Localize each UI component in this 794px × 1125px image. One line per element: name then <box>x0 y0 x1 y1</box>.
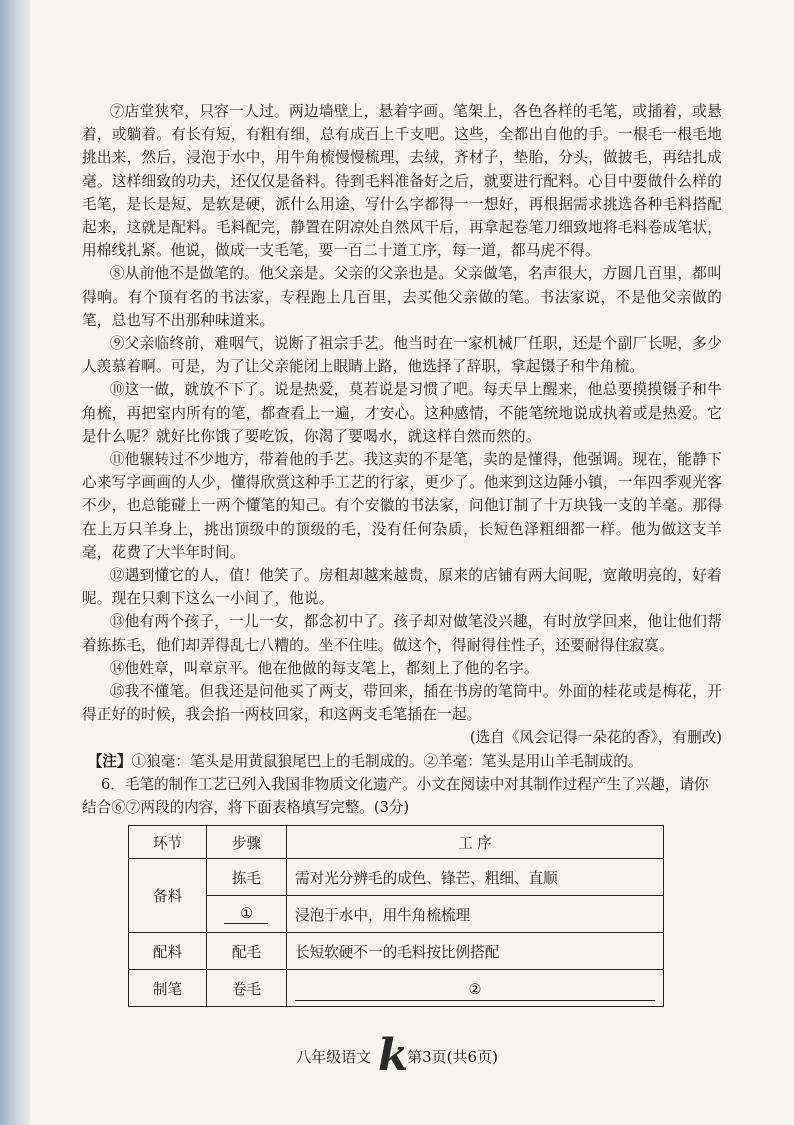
paragraph-7: ⑦店堂狭窄，只容一人过。两边墙壁上，悬着字画。笔架上，各色各样的毛笔，或插着，或悬着，或躺着。有长有短，有粗有细，总有成百上千支吧。这些，全都出自他的手。一根毛一根毛地挑出来，然后，浸泡于水中，用牛角梳慢慢梳理，去绒，齐材子，垫胎，分头，做披毛，再结扎成毫。这样细致的功夫，还仅仅是备料。待到毛料准备好之后，就要进行配料。心目中要做什么样的毛笔，是长是短、是软是硬，派什么用途、写什么字都得一一想好，再根据需求挑选各种毛料搭配起来，这就是配料。毛料配完，静置在阴凉处自然风干后，再拿起卷笔刀细致地将毛料卷成笔状，用棉线扎紧。他说，做成一支毛笔，要一百二十道工序，每一道，都马虎不得。 <box>82 103 722 260</box>
footer-page-number: 第3页(共6页) <box>407 1048 498 1066</box>
source-citation: (选自《风会记得一朵花的香》，有删改) <box>469 729 722 747</box>
paragraph-8: ⑧从前他不是做笔的。他父亲是。父亲的父亲也是。父亲做笔，名声很大，方圆几百里，都叫得响。有个顶有名的书法家，专程跑上几百里，去买他父亲做的笔。书法家说，不是他父亲做的笔，总也写不出那种味道来。 <box>82 265 722 329</box>
article-body <box>82 100 722 726</box>
footer-subject: 八年级语文 <box>296 1048 372 1066</box>
cell-process: 长短软硬不一的毛料按比例搭配 <box>287 933 664 970</box>
table-row <box>129 970 664 1007</box>
k-logo-icon: k <box>377 1030 409 1081</box>
header-step: 步骤 <box>206 826 286 859</box>
paragraph-9: ⑨父亲临终前，难咽气，说断了祖宗手艺。他当时在一家机械厂任职，还是个副厂长呢，多少人羡慕着啊。可是，为了让父亲能闭上眼睛上路，他选择了辞职，拿起镊子和牛角梳。 <box>82 335 722 376</box>
footnote <box>82 750 722 773</box>
paragraph-15: ⑮我不懂笔。但我还是问他买了两支，带回来，插在书房的笔筒中。外面的桂花或是梅花，开得正好的时候，我会掐一两枝回家，和这两支毛笔插在一起。 <box>82 683 722 724</box>
header-stage: 环节 <box>129 826 207 859</box>
exam-page <box>82 100 722 1007</box>
table-row <box>129 859 664 896</box>
paragraph-13: ⑬他有两个孩子，一儿一女，都念初中了。孩子却对做笔没兴趣，有时放学回来，他让他们帮着拣拣毛，他们却弄得乱七八糟的。坐不住哇。做这个，得耐得住性子，还要耐得住寂寞。 <box>82 613 722 654</box>
table-row <box>129 933 664 970</box>
cell-process-blank[interactable] <box>287 970 664 1007</box>
answer-blank-1[interactable]: ① <box>224 905 268 924</box>
answer-blank-2[interactable]: ② <box>295 980 655 1001</box>
paragraph-11: ⑪他辗转过不少地方，带着他的手艺。我这卖的不是笔，卖的是懂得，他强调。现在，能静下心来写字画画的人少，懂得欣赏这种手工艺的行家，更少了。他来到这边陲小镇，一年四季观光客不少，也总能碰上一两个懂笔的知己。有个安徽的书法家，问他订制了十万块钱一支的羊毫。那得在上万只羊身上，挑出顶级中的顶级的毛，没有任何杂质，长短色泽粗细都一样。他为做这支羊毫，花费了大半年时间。 <box>82 451 722 561</box>
process-table <box>128 825 664 1007</box>
paragraph-14: ⑭他姓章，叫章京平。他在他做的每支笔上，都刻上了他的名字。 <box>109 659 539 677</box>
cell-step: 卷毛 <box>206 970 286 1007</box>
cell-stage-prep: 备料 <box>129 859 207 933</box>
table-row <box>129 896 664 933</box>
paragraph-12: ⑫遇到懂它的人，值！他笑了。房租却越来越贵，原来的店铺有两大间呢，宽敞明亮的，好着呢。现在只剩下这么一小间了，他说。 <box>82 567 722 608</box>
question-6: 6．毛笔的制作工艺已列入我国非物质文化遗产。小文在阅读中对其制作过程产生了兴趣，请你结合⑥⑦两段的内容，将下面表格填写完整。(3分) <box>82 775 709 817</box>
footnote-label: 【注】 <box>87 752 132 770</box>
cell-step-blank[interactable] <box>206 896 286 933</box>
page-footer <box>0 1030 794 1081</box>
cell-process: 浸泡于水中，用牛角梳梳理 <box>287 896 664 933</box>
cell-stage-make: 制笔 <box>129 970 207 1007</box>
scan-left-edge <box>0 0 30 1125</box>
cell-stage-mix: 配料 <box>129 933 207 970</box>
paragraph-10: ⑩这一做，就放不下了。说是热爱，莫若说是习惯了吧。每天早上醒来，他总要摸摸镊子和牛角梳，再把室内所有的笔，都查看上一遍，才安心。这种感情，不能笔统地说成执着或是热爱。它是什么呢？就好比你饿了要吃饭，你渴了要喝水，就这样自然而然的。 <box>82 381 722 445</box>
cell-process: 需对光分辨毛的成色、锋芒、粗细、直顺 <box>287 859 664 896</box>
cell-step: 拣毛 <box>206 859 286 896</box>
footnote-text: ①狼毫：笔头是用黄鼠狼尾巴上的毛制成的。②羊毫：笔头是用山羊毛制成的。 <box>131 752 643 770</box>
cell-step: 配毛 <box>206 933 286 970</box>
header-process: 工 序 <box>287 826 664 859</box>
table-header-row <box>129 826 664 859</box>
